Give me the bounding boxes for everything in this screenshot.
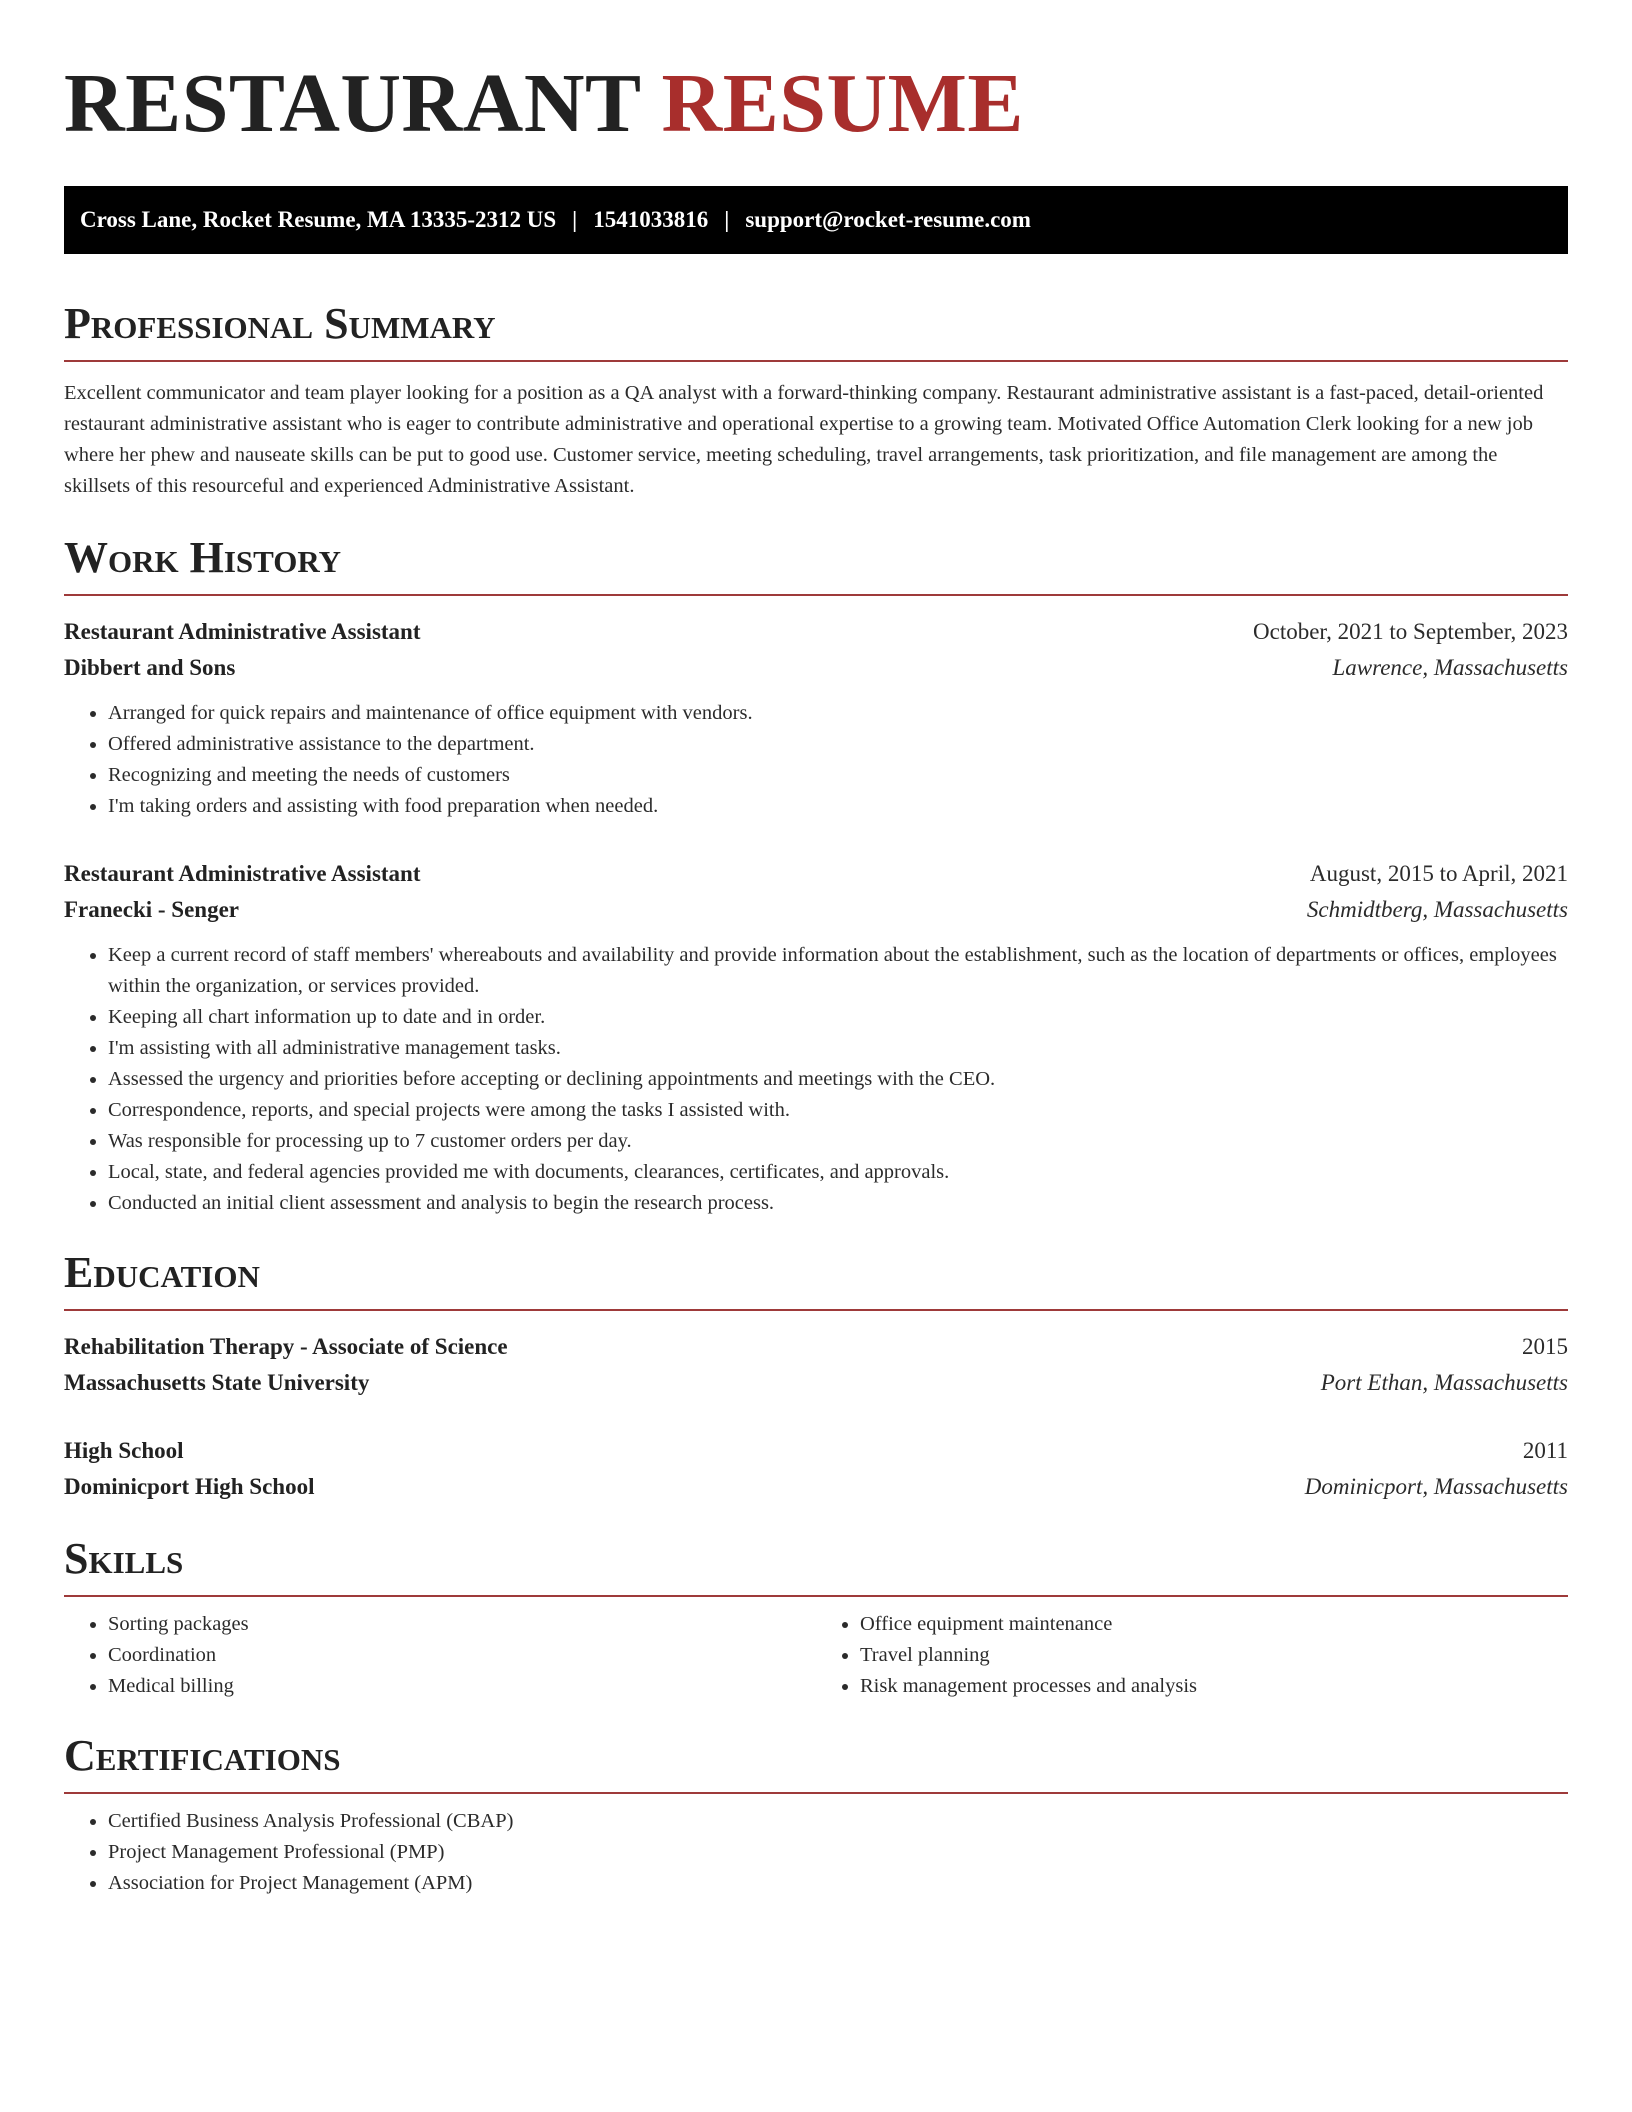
job-bullet: • Was responsible for processing up to 7 customer orders per day. (108, 1126, 1568, 1157)
education-year: 2011 (1522, 1438, 1568, 1463)
education-entry (64, 1433, 1568, 1505)
job-bullet: • Offered administrative assistance to the department. (108, 729, 1568, 760)
job-company: Dibbert and Sons (64, 655, 236, 680)
job-bullet: • I'm taking orders and assisting with food preparation when needed. (108, 791, 1568, 822)
education-header (64, 1329, 1568, 1365)
title-accent: RESUME (661, 57, 1024, 150)
section-title: Professional Summary (64, 299, 496, 348)
education-entry (64, 1329, 1568, 1401)
section-title: Certifications (64, 1731, 341, 1780)
section-title: Work History (64, 533, 342, 582)
skill-item: • Sorting packages (108, 1609, 816, 1640)
resume-title (64, 56, 1568, 152)
title-main: RESTAURANT (64, 57, 641, 150)
job-dates: October, 2021 to September, 2023 (1253, 619, 1568, 644)
job-bullet: • Correspondence, reports, and special projects were among the tasks I assisted with. (108, 1095, 1568, 1126)
job-header (64, 614, 1568, 650)
certification-item: • Project Management Professional (PMP) (108, 1837, 1568, 1868)
education-subheader (64, 1469, 1568, 1505)
job-title: Restaurant Administrative Assistant (64, 619, 421, 644)
job-title: Restaurant Administrative Assistant (64, 861, 421, 886)
education-degree: Rehabilitation Therapy - Associate of Science (64, 1334, 508, 1359)
job-bullets (64, 940, 1568, 1219)
job-bullet: • Keep a current record of staff members' whereabouts and availability and provide information about the establishment, such as the location of departments or offices, employees within the organization, or services provided. (108, 940, 1568, 1002)
education-location: Dominicport, Massachusetts (1304, 1474, 1568, 1499)
section-title: Skills (64, 1534, 184, 1583)
skills-column-left (64, 1609, 816, 1702)
section-divider (64, 594, 1568, 596)
job-bullet: • Local, state, and federal agencies provided me with documents, clearances, certificates, and approvals. (108, 1157, 1568, 1188)
job-bullet: • Conducted an initial client assessment and analysis to begin the research process. (108, 1188, 1568, 1219)
section-title: Education (64, 1248, 260, 1297)
job-bullet: • Keeping all chart information up to date and in order. (108, 1002, 1568, 1033)
skill-item: • Travel planning (860, 1640, 1568, 1671)
section-divider (64, 1309, 1568, 1311)
contact-address: Cross Lane, Rocket Resume, MA 13335-2312 US (80, 207, 557, 232)
section-divider (64, 360, 1568, 362)
job-bullet: • I'm assisting with all administrative management tasks. (108, 1033, 1568, 1064)
skill-item: • Coordination (108, 1640, 816, 1671)
education-subheader (64, 1365, 1568, 1401)
job-bullet: • Arranged for quick repairs and maintenance of office equipment with vendors. (108, 698, 1568, 729)
contact-bar (64, 186, 1568, 254)
job-location: Schmidtberg, Massachusetts (1306, 897, 1568, 922)
certifications-list (64, 1806, 1568, 1899)
summary-text: Excellent communicator and team player looking for a position as a QA analyst with a forward-thinking company. Restaurant administrative assistant is a fast-paced, detail-oriented restaurant administrative assistant who is eager to contribute administrative and operational expertise to a growing team. Motivated Office Automation Clerk looking for a new job where her phew and nauseate skills can be put to good use. Customer service, meeting scheduling, travel arrangements, task prioritization, and file management are among the skillsets of this resourceful and experienced Administrative Assistant. (64, 382, 1544, 497)
certifications-section (64, 1730, 1568, 1899)
education-degree: High School (64, 1438, 184, 1463)
job-entry (64, 856, 1568, 1219)
skill-item: • Risk management processes and analysis (860, 1671, 1568, 1702)
job-subheader (64, 650, 1568, 686)
education-school: Dominicport High School (64, 1474, 315, 1499)
contact-phone: 1541033816 (593, 207, 709, 232)
job-location: Lawrence, Massachusetts (1332, 655, 1568, 680)
job-company: Franecki - Senger (64, 897, 240, 922)
skills-column-right (816, 1609, 1568, 1702)
education-header (64, 1433, 1568, 1469)
education-section (64, 1247, 1568, 1505)
job-bullet: • Assessed the urgency and priorities before accepting or declining appointments and meetings with the CEO. (108, 1064, 1568, 1095)
job-header (64, 856, 1568, 892)
contact-separator: | (572, 207, 578, 232)
education-year: 2015 (1522, 1334, 1568, 1359)
job-bullet: • Recognizing and meeting the needs of customers (108, 760, 1568, 791)
job-subheader (64, 892, 1568, 928)
certification-item: • Certified Business Analysis Professional (CBAP) (108, 1806, 1568, 1837)
job-entry (64, 614, 1568, 822)
skills-grid (64, 1609, 1568, 1702)
contact-separator: | (724, 207, 730, 232)
work-history-section (64, 532, 1568, 1219)
job-dates: August, 2015 to April, 2021 (1309, 861, 1568, 886)
job-bullets (64, 698, 1568, 822)
education-location: Port Ethan, Massachusetts (1320, 1370, 1568, 1395)
skill-item: • Medical billing (108, 1671, 816, 1702)
certification-item: • Association for Project Management (APM) (108, 1868, 1568, 1899)
section-divider (64, 1792, 1568, 1794)
contact-email: support@rocket-resume.com (745, 207, 1031, 232)
professional-summary-section (64, 298, 1568, 502)
skills-section (64, 1533, 1568, 1702)
education-school: Massachusetts State University (64, 1370, 370, 1395)
skill-item: • Office equipment maintenance (860, 1609, 1568, 1640)
section-divider (64, 1595, 1568, 1597)
